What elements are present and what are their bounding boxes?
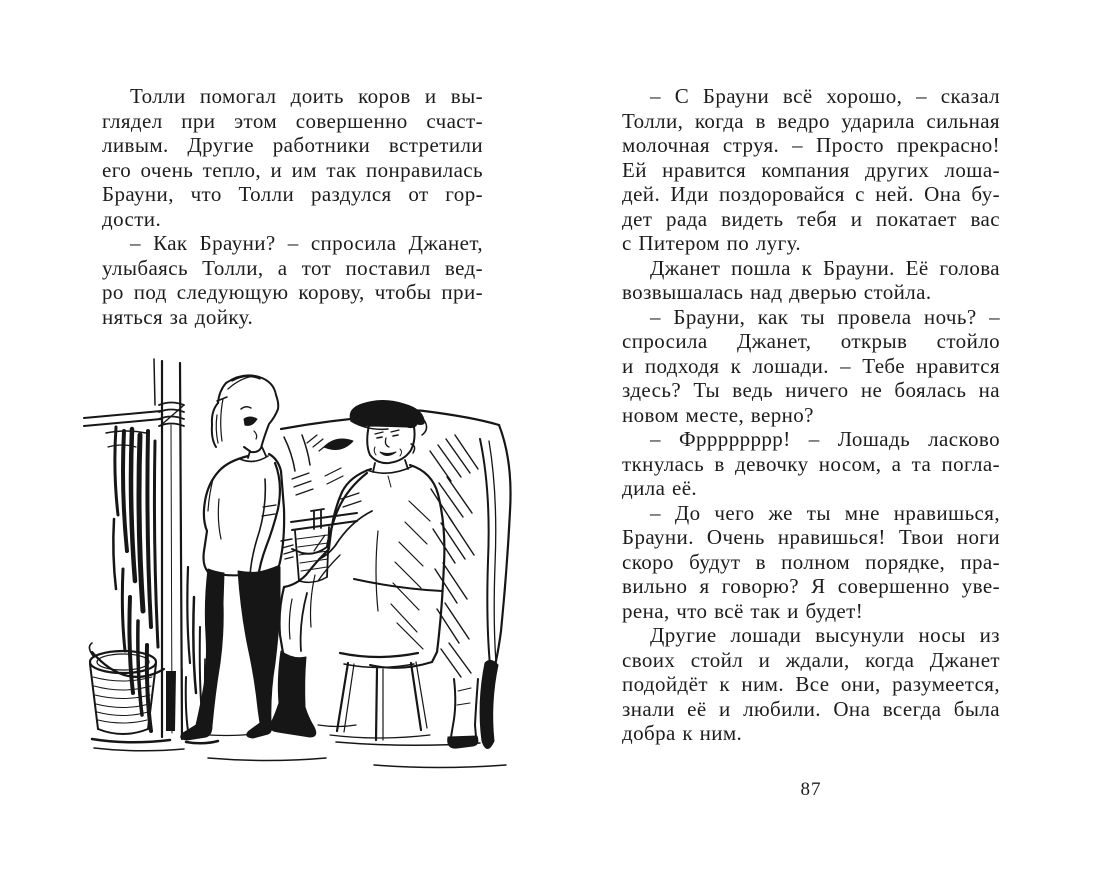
text-line: его очень тепло, и им так понравилась (102, 157, 483, 182)
paragraph (622, 256, 1000, 305)
paragraph (102, 84, 483, 231)
text-line: с Питером по лугу. (622, 231, 802, 255)
text-line: дила её. (622, 476, 698, 500)
text-line: ливым. Другие работники встретили (102, 133, 483, 157)
text-line: знали её и любили. Она всегда была (622, 696, 1000, 721)
text-line: дей. Иди поздоровайся с ней. Она бу- (622, 182, 1000, 206)
text-line: добра к ним. (622, 721, 743, 745)
text-line: – Брауни, как ты провела ночь? – (650, 304, 1000, 329)
text-line: вильно я говорю? Я совершенно уве- (622, 574, 1000, 598)
text-line: Брауни, что Толли раздулся от гор- (102, 182, 483, 206)
text-line: Толли, когда в ведро ударила сильная (622, 108, 1000, 133)
text-line: Толли помогал доить коров и вы- (130, 84, 483, 108)
text-line: няться за дойку. (102, 304, 254, 329)
text-line: здесь? Ты ведь ничего не боялась на (622, 378, 1000, 402)
text-line: молочная струя. – Просто прекрасно! (622, 133, 1000, 157)
milking-scene-drawing (78, 358, 528, 780)
text-line: – Фрррррррр! – Лошадь ласково (650, 427, 1000, 451)
left-page-text (102, 84, 483, 329)
right-page-text (622, 84, 1000, 746)
page-number: 87 (800, 779, 822, 800)
text-line: Джанет пошла к Брауни. Её голова (650, 255, 1000, 280)
text-line: рена, что всё так и будет! (622, 598, 864, 623)
text-line: спросила Джанет, открыв стойло (622, 329, 1000, 353)
text-line: ро под следующую корову, чтобы при- (102, 280, 483, 304)
text-line: Другие лошади высунули носы из (650, 623, 1000, 647)
paragraph (622, 427, 1000, 501)
text-line: возвышалась над дверью стойла. (622, 280, 932, 304)
text-line: дости. (102, 206, 162, 231)
text-line: подойдёт к ним. Все они, разумеется, (622, 672, 1000, 696)
right-page (622, 84, 1000, 746)
text-line: Ей нравится компания других лоша- (622, 157, 1000, 182)
text-line: новом месте, верно? (622, 402, 814, 427)
paragraph (102, 231, 483, 329)
text-line: своих стойл и ждали, когда Джанет (622, 647, 1000, 672)
paragraph (622, 305, 1000, 428)
paragraph (622, 623, 1000, 746)
text-line: – С Брауни всё хорошо, – сказал (650, 84, 1000, 108)
text-line: – Как Брауни? – спросила Джанет, (130, 231, 483, 255)
illustration-milking-scene (78, 358, 528, 780)
text-line: глядел при этом совершенно счаст- (102, 108, 483, 133)
text-line: и подходя к лошади. – Тебе нравится (622, 353, 1000, 378)
text-line: скоро будут в полном порядке, пра- (622, 549, 1000, 574)
text-line: ткнулась в девочку носом, а та погла- (622, 451, 1000, 476)
text-line: дет рада видеть тебя и покатает вас (622, 206, 1000, 231)
text-line: улыбаясь Толли, а тот поставил вед- (102, 255, 483, 280)
left-page (102, 84, 483, 329)
text-line: – До чего же ты мне нравишься, (650, 500, 1000, 525)
text-line: Брауни. Очень нравишься! Твои ноги (622, 525, 1000, 549)
paragraph (622, 84, 1000, 256)
paragraph (622, 501, 1000, 624)
